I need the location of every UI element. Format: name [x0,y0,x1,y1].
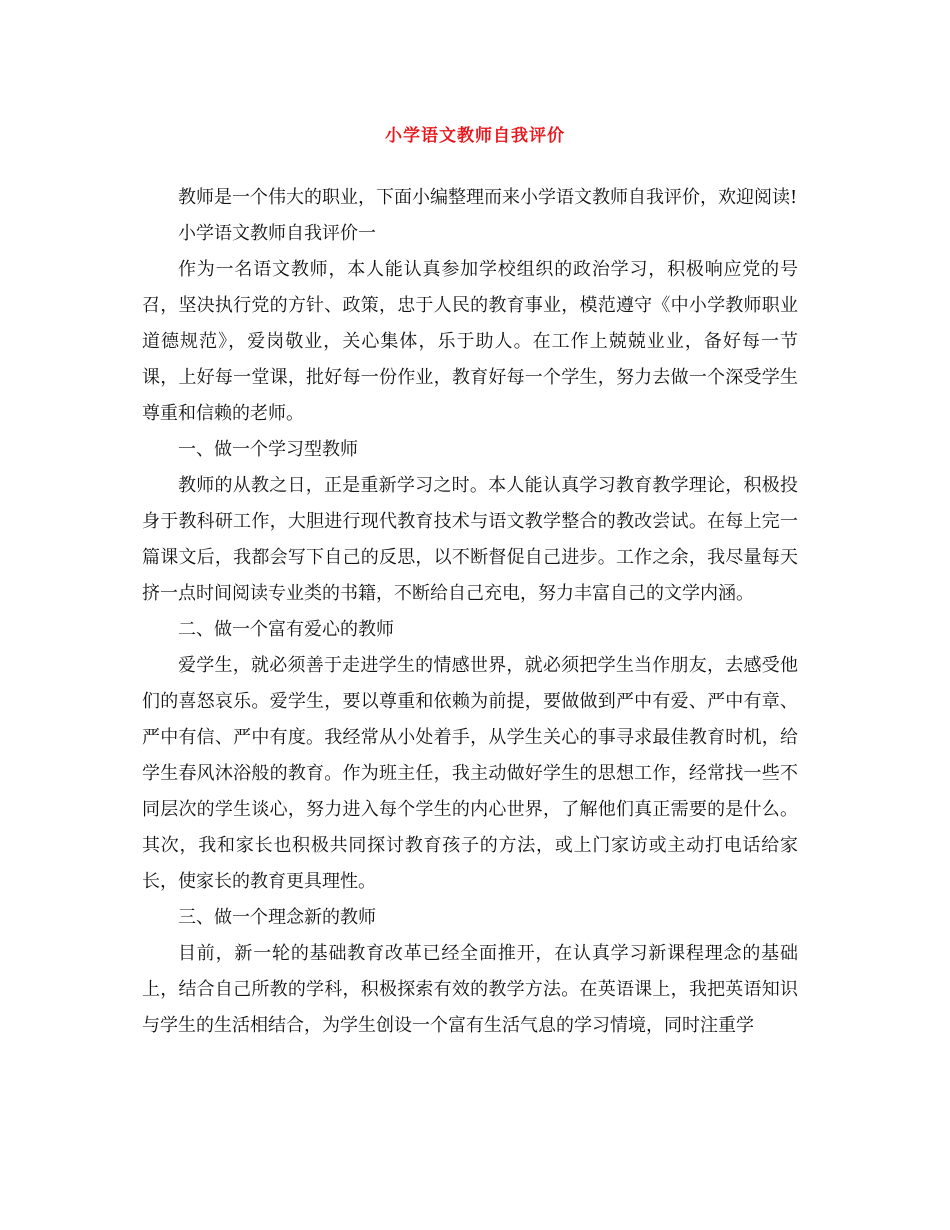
document-body [142,180,798,1044]
body-paragraph: 目前，新一轮的基础教育改革已经全面推开，在认真学习新课程理念的基础上，结合自己所教的学科，积极探索有效的教学方法。在英语课上，我把英语知识与学生的生活相结合，为学生创设一个富有生活气息的学习情境，同时注重学 [142,943,798,1036]
section-heading-caring-teacher: 二、做一个富有爱心的教师 [178,619,394,640]
body-paragraph: 爱学生，就必须善于走进学生的情感世界，就必须把学生当作朋友，去感受他们的喜怒哀乐。爱学生，要以尊重和依赖为前提，要做做到严中有爱、严中有章、严中有信、严中有度。我经常从小处着手，从学生关心的事寻求最佳教育时机，给学生春风沐浴般的教育。作为班主任，我主动做好学生的思想工作，经常找一些不同层次的学生谈心，努力进入每个学生的内心世界，了解他们真正需要的是什么。其次，我和家长也积极共同探讨教育孩子的方法，或上门家访或主动打电话给家长，使家长的教育更具理性。 [142,655,798,892]
section-heading-evaluation-one: 小学语文教师自我评价一 [178,223,376,244]
body-paragraph: 教师的从教之日，正是重新学习之时。本人能认真学习教育教学理论，积极投身于教科研工作，大胆进行现代教育技术与语文教学整合的教改尝试。在每上完一篇课文后，我都会写下自己的反思，以不断督促自己进步。工作之余，我尽量每天挤一点时间阅读专业类的书籍，不断给自己充电，努力丰富自己的文学内涵。 [142,475,798,604]
body-paragraph: 作为一名语文教师，本人能认真参加学校组织的政治学习，积极响应党的号召，坚决执行党的方针、政策，忠于人民的教育事业，模范遵守《中小学教师职业道德规范》，爱岗敬业，关心集体，乐于助人。在工作上兢兢业业，备好每一节课，上好每一堂课，批好每一份作业，教育好每一个学生，努力去做一个深受学生尊重和信赖的老师。 [142,259,798,424]
intro-paragraph: 教师是一个伟大的职业，下面小编整理而来小学语文教师自我评价，欢迎阅读! [178,187,798,208]
section-heading-learning-teacher: 一、做一个学习型教师 [178,439,358,460]
document-title: 小学语文教师自我评价 [385,126,565,146]
section-heading-new-concept-teacher: 三、做一个理念新的教师 [178,907,376,928]
